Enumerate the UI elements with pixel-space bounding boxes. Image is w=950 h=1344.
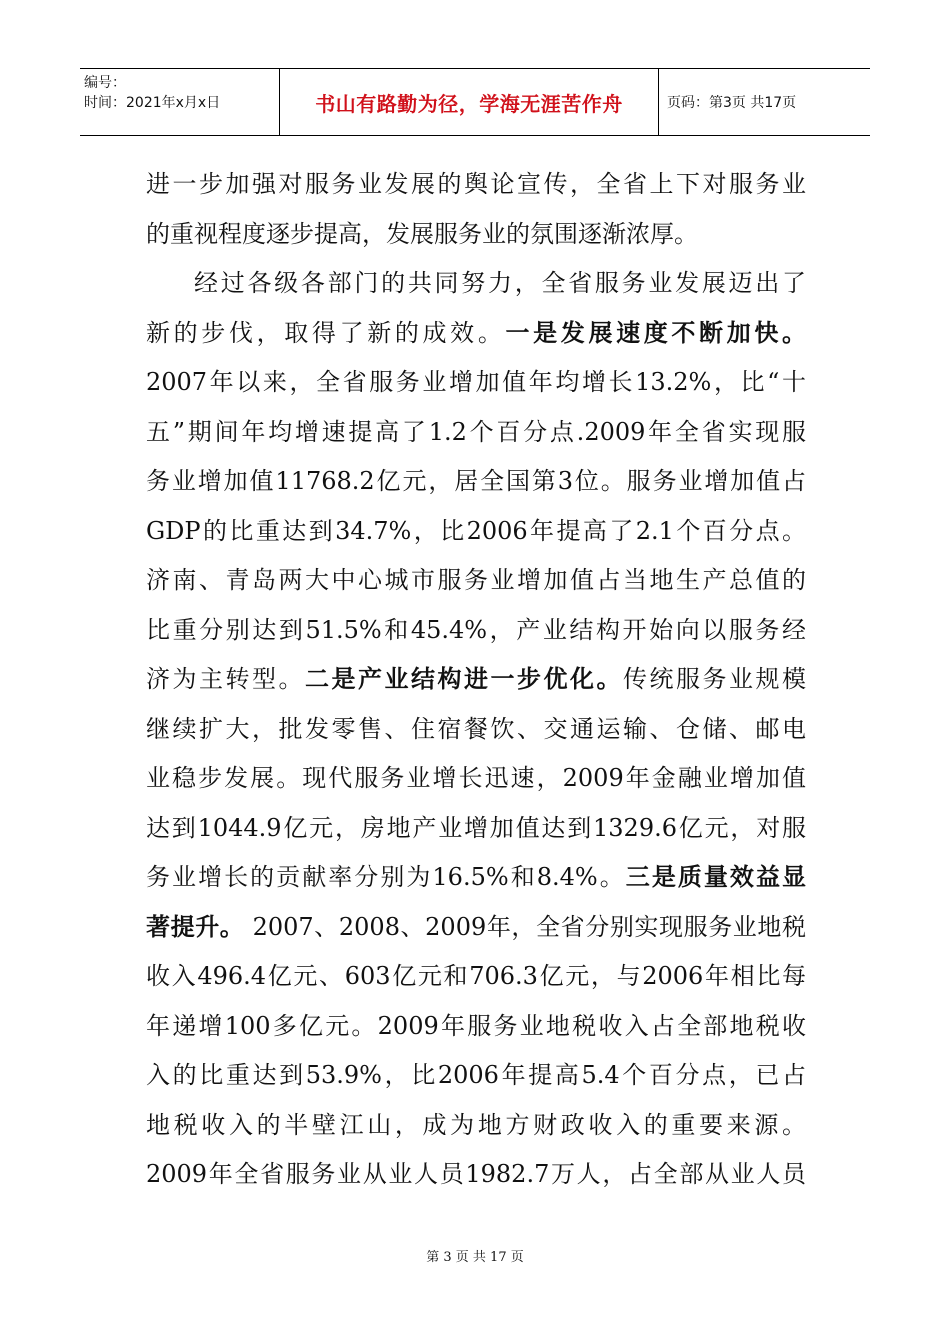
text-line bbox=[146, 160, 806, 210]
text-run: 2007年以来，全省服务业增加值年均增长13.2%，比“十 bbox=[146, 368, 806, 396]
text-line bbox=[146, 309, 806, 359]
text-line bbox=[146, 1150, 806, 1200]
text-line bbox=[146, 1002, 806, 1052]
text-line bbox=[146, 754, 806, 804]
text-line bbox=[146, 457, 806, 507]
bold-heading: 一是发展速度不断加快。 bbox=[505, 318, 806, 347]
text-line bbox=[146, 1101, 806, 1151]
text-run: 2007、2008、2009年，全省分别实现服务业地税 bbox=[244, 912, 806, 941]
text-run: 地税收入的半壁江山，成为地方财政收入的重要来源。 bbox=[146, 1110, 806, 1139]
text-run: 五”期间年均增速提高了1.2个百分点.2009年全省实现服 bbox=[146, 417, 806, 446]
text-run: 达到1044.9亿元，房地产业增加值达到1329.6亿元，对服 bbox=[146, 813, 806, 842]
text-line bbox=[146, 556, 806, 606]
header-motto: 书山有路勤为径，学海无涯苦作舟 bbox=[315, 91, 623, 116]
text-run: 新的步伐，取得了新的成效。 bbox=[146, 318, 506, 347]
footer-page-number: 第 3 页 共 17 页 bbox=[426, 1250, 524, 1265]
header-page-info: 页码：第3页 共17页 bbox=[667, 95, 797, 111]
text-line bbox=[146, 1051, 806, 1101]
text-run: 务业增加值11768.2亿元，居全国第3位。服务业增加值占 bbox=[146, 467, 806, 495]
text-line bbox=[146, 606, 806, 656]
header-page-cell bbox=[659, 69, 870, 135]
text-line bbox=[146, 903, 806, 953]
text-run: 收入496.4亿元、603亿元和706.3亿元，与2006年相比每 bbox=[146, 962, 806, 990]
bold-heading: 三是质量效益显 bbox=[625, 863, 806, 891]
text-run: 2009年全省服务业从业人员1982.7万人，占全部从业人员 bbox=[146, 1160, 806, 1188]
text-line bbox=[146, 804, 806, 854]
text-line bbox=[146, 952, 806, 1002]
document-header bbox=[80, 68, 870, 136]
text-run: 济南、青岛两大中心城市服务业增加值占当地生产总值的 bbox=[146, 566, 806, 594]
text-run: 继续扩大，批发零售、住宿餐饮、交通运输、仓储、邮电 bbox=[146, 714, 806, 743]
page-footer bbox=[0, 1246, 950, 1265]
text-run: 传统服务业规模 bbox=[623, 665, 806, 693]
text-run: GDP的比重达到34.7%，比2006年提高了2.1个百分点。 bbox=[146, 516, 806, 545]
text-line bbox=[146, 507, 806, 557]
bold-heading: 著提升。 bbox=[146, 912, 245, 941]
text-run: 务业增长的贡献率分别为16.5%和8.4%。 bbox=[146, 863, 626, 891]
text-line bbox=[146, 655, 806, 705]
text-line bbox=[146, 259, 806, 309]
text-run: 年递增100多亿元。2009年服务业地税收入占全部地税收 bbox=[146, 1011, 806, 1040]
document-body bbox=[146, 160, 806, 1200]
text-run: 济为主转型。 bbox=[146, 665, 305, 693]
header-meta bbox=[80, 69, 280, 135]
text-run: 的重视程度逐步提高，发展服务业的氛围逐渐浓厚。 bbox=[146, 219, 698, 248]
text-run: 进一步加强对服务业发展的舆论宣传，全省上下对服务业 bbox=[146, 170, 806, 198]
text-run: 比重分别达到51.5%和45.4%，产业结构开始向以服务经 bbox=[146, 615, 806, 644]
text-run: 业稳步发展。现代服务业增长迅速，2009年金融业增加值 bbox=[146, 764, 806, 792]
header-number: 编号： bbox=[84, 75, 126, 91]
bold-heading: 二是产业结构进一步优化。 bbox=[305, 665, 623, 693]
text-run: 经过各级各部门的共同努力，全省服务业发展迈出了 bbox=[194, 269, 806, 297]
header-time: 时间：2021年x月x日 bbox=[84, 95, 221, 111]
text-line bbox=[146, 853, 806, 903]
text-line bbox=[146, 210, 806, 260]
header-motto-cell bbox=[280, 69, 659, 135]
text-line bbox=[146, 705, 806, 755]
text-line bbox=[146, 358, 806, 408]
text-line bbox=[146, 408, 806, 458]
text-run: 入的比重达到53.9%，比2006年提高5.4个百分点，已占 bbox=[146, 1061, 806, 1089]
